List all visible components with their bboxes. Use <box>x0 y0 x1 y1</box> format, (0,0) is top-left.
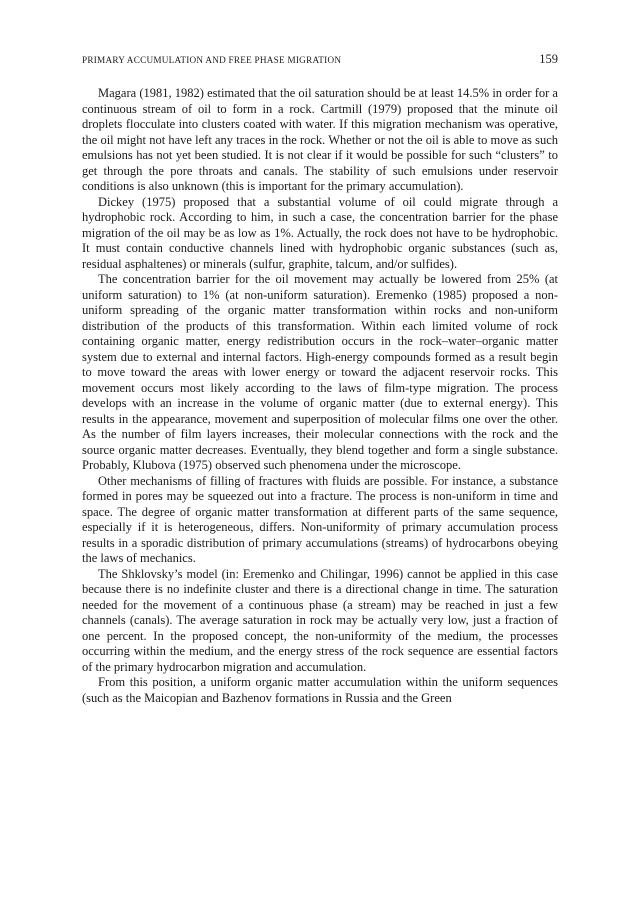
paragraph-2: Dickey (1975) proposed that a substantial volume of oil could migrate through a hydrophobic rock. According to him, in such a case, the concentration barrier for the phase migration of the oil may be as low as 1%. Actually, the rock does not have to be hydrophobic. It must contain conductive channels lined with hydrophobic organic substances (such as, residual asphaltenes) or minerals (sulfur, graphite, talcum, and/or sulfides). <box>82 194 558 271</box>
paragraph-3: The concentration barrier for the oil movement may actually be lowered from 25% (at uniform saturation) to 1% (at non-uniform saturation). Eremenko (1985) proposed a non-uniform spreading of the organic matter transformation within rocks and non-uniform distribution of the products of this transformation. Within each limited volume of rock containing organic matter, energy redistribution occurs in the rock–water–organic matter system due to external and internal factors. High-energy compounds formed as a result begin to move toward the areas with lower energy or toward the adjacent reservoir rocks. This movement occurs most likely according to the laws of film-type migration. The process develops with an increase in the volume of organic matter (due to external energy). This results in the appearance, movement and superposition of molecular films one over the other. As the number of film layers increases, their molecular connections with the rock and the source organic matter decreases. Eventually, they blend together and form a single substance. Probably, Klubova (1975) observed such phenomena under the microscope. <box>82 272 558 472</box>
paragraph-1: Magara (1981, 1982) estimated that the oil saturation should be at least 14.5% in order for a continuous stream of oil to form in a rock. Cartmill (1979) proposed that the minute oil droplets flocculate into clusters coated with water. If this migration mechanism was operative, the oil might not have left any traces in the rock. Whether or not the oil is able to move as such emulsions has not yet been studied. It is not clear if it would be possible for such “clusters” to get through the pore throats and canals. The stability of such emulsions under reservoir conditions is also unknown (this is important for the primary accumulation). <box>82 86 558 193</box>
running-title: PRIMARY ACCUMULATION AND FREE PHASE MIGRATION <box>82 55 342 65</box>
paragraph-5: The Shklovsky’s model (in: Eremenko and Chilingar, 1996) cannot be applied in this case because there is no indefinite cluster and there is a directional change in time. The saturation needed for the movement of a continuous phase (a stream) may be reached in just a few channels (canals). The average saturation in rock may be actually very low, just a fraction of one percent. In the proposed concept, the non-uniformity of the medium, the processes occurring within the medium, and the energy stress of the rock sequence are essential factors of the primary hydrocarbon migration and accumulation. <box>82 566 558 674</box>
page-number: 159 <box>539 52 558 66</box>
running-head <box>82 52 558 67</box>
book-page <box>82 52 558 706</box>
body-text <box>82 86 558 706</box>
paragraph-4: Other mechanisms of filling of fractures with fluids are possible. For instance, a substance formed in pores may be squeezed out into a fracture. The process is non-uniform in time and space. The degree of organic matter transformation at different parts of the same sequence, especially if it is heterogeneous, differs. Non-uniformity of primary accumulation process results in a sporadic distribution of primary accumulations (streams) of hydrocarbons obeying the laws of mechanics. <box>82 473 558 565</box>
paragraph-6: From this position, a uniform organic matter accumulation within the uniform sequences (such as the Maicopian and Bazhenov formations in Russia and the Green <box>82 675 558 705</box>
